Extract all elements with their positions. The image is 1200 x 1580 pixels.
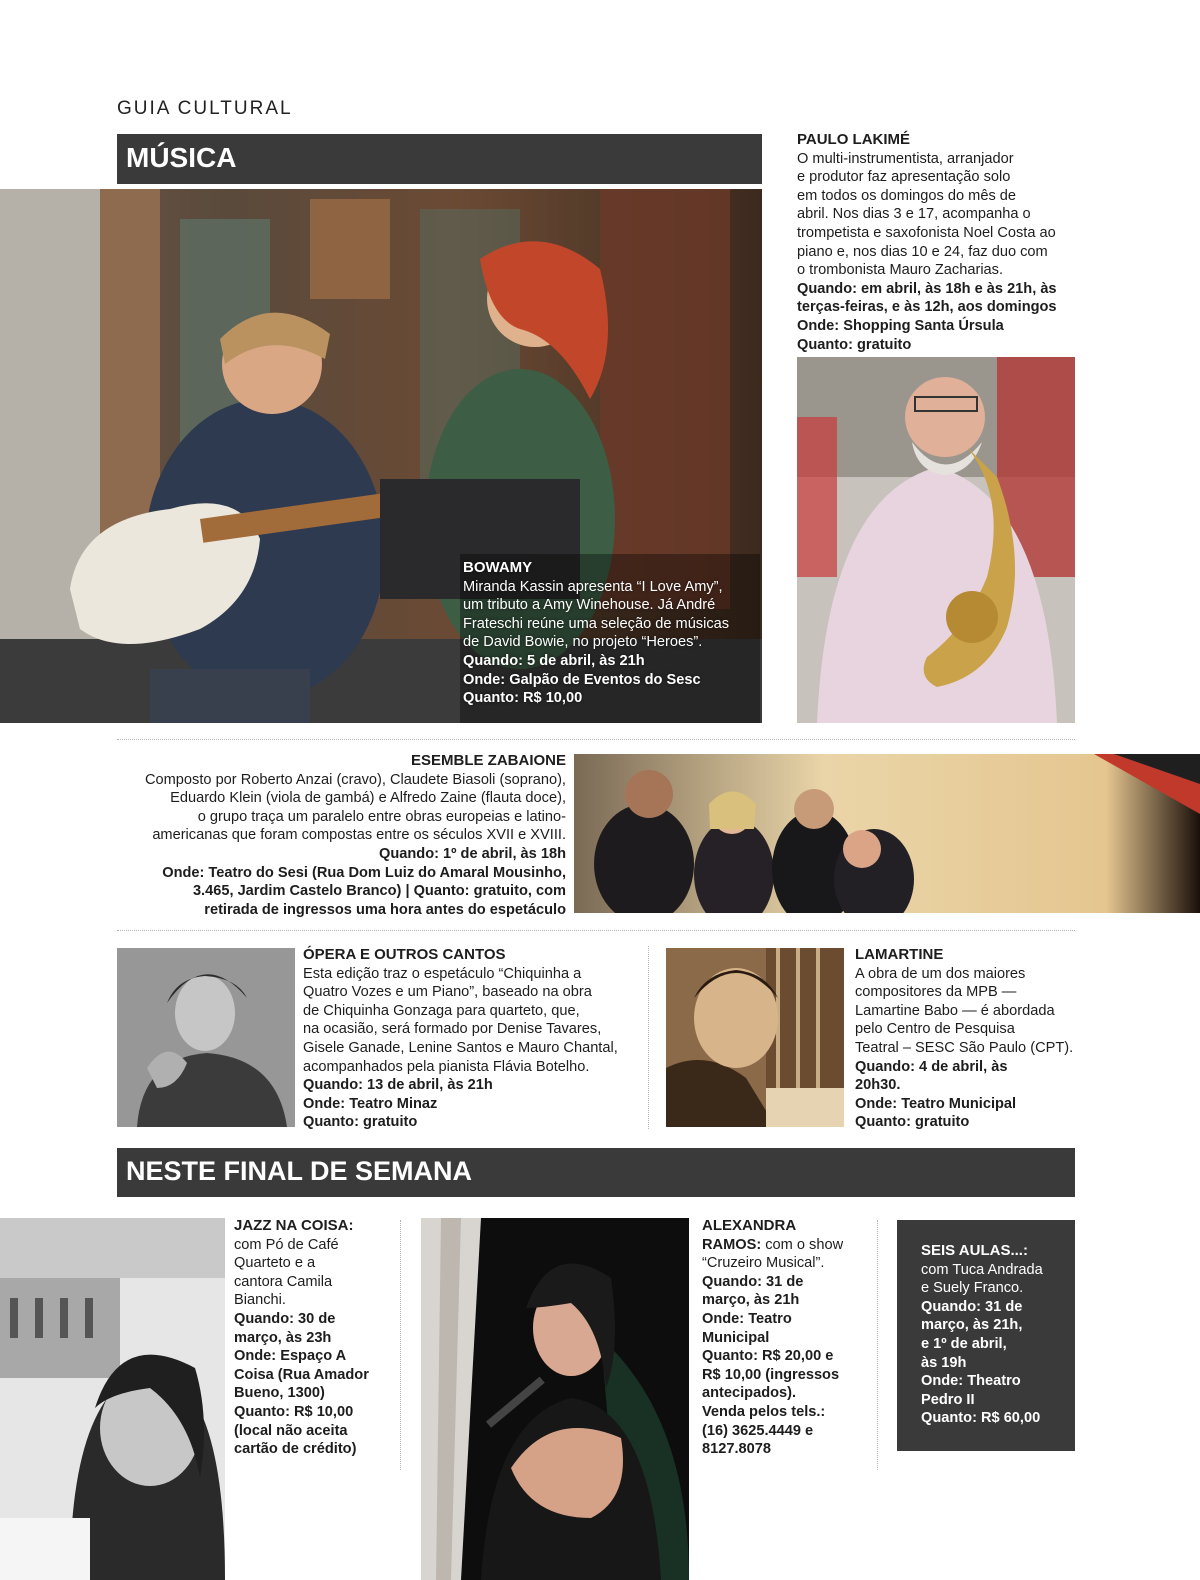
paulo-line: e produtor faz apresentação solo — [797, 169, 1011, 186]
alexandra-phone: 8127.8078 — [702, 1441, 771, 1458]
alexandra-photo — [421, 1218, 689, 1580]
alexandra-title-cont: RAMOS: — [702, 1236, 762, 1253]
jazz-event — [234, 1217, 394, 1459]
paulo-where: Onde: Shopping Santa Úrsula — [797, 317, 1004, 334]
lamartine-line: Lamartine Babo — é abordada — [855, 1002, 1055, 1019]
lamartine-line: compositores da MPB — — [855, 984, 1017, 1001]
seis-aulas-box — [897, 1220, 1075, 1451]
opera-line: acompanhados pela pianista Flávia Botelho. — [303, 1058, 590, 1075]
lamartine-photo-art — [666, 948, 844, 1127]
opera-photo — [117, 948, 295, 1127]
paulo-photo — [797, 357, 1075, 723]
section-kicker: GUIA CULTURAL — [117, 98, 293, 119]
lamartine-when-cont: 20h30. — [855, 1077, 901, 1094]
paulo-line: trompetista e saxofonista Noel Costa ao — [797, 224, 1056, 241]
jazz-title: JAZZ NA COISA: — [234, 1217, 354, 1234]
jazz-line: Bianchi. — [234, 1292, 286, 1309]
alexandra-line: “Cruzeiro Musical”. — [702, 1255, 825, 1272]
jazz-line: cantora Camila — [234, 1273, 333, 1290]
paulo-line: piano e, nos dias 10 e 24, faz duo com — [797, 243, 1048, 260]
jazz-line: com Pó de Café — [234, 1236, 339, 1253]
opera-photo-art — [117, 948, 295, 1127]
alexandra-price-cont: R$ 10,00 (ingressos — [702, 1366, 840, 1383]
alexandra-phone: (16) 3625.4449 e — [702, 1422, 814, 1439]
lamartine-event — [855, 946, 1085, 1132]
seis-when: Quando: 31 de — [921, 1298, 1023, 1315]
paulo-when: Quando: em abril, às 18h e às 21h, às — [797, 280, 1057, 297]
jazz-when-cont: março, às 23h — [234, 1329, 332, 1346]
section-title-musica — [117, 134, 762, 184]
esemble-title: ESEMBLE ZABAIONE — [410, 752, 566, 769]
jazz-price: Quanto: R$ 10,00 — [234, 1403, 354, 1420]
opera-event — [303, 946, 643, 1132]
jazz-where-cont: Coisa (Rua Amador — [234, 1366, 369, 1383]
paulo-price: Quanto: gratuito — [797, 336, 912, 353]
column-divider — [877, 1220, 878, 1470]
esemble-price: retirada de ingressos uma hora antes do espetáculo — [204, 901, 566, 918]
section-title-text: MÚSICA — [126, 142, 237, 173]
bowamy-line: Miranda Kassin apresenta “I Love Amy”, — [463, 578, 723, 595]
bowamy-line: Frateschi reúne uma seleção de músicas — [463, 615, 730, 632]
seis-title: SEIS AULAS...: — [921, 1242, 1028, 1259]
seis-price: Quanto: R$ 60,00 — [921, 1410, 1041, 1427]
opera-price: Quanto: gratuito — [303, 1114, 418, 1131]
seis-line: e Suely Franco. — [921, 1280, 1024, 1297]
bowamy-title: BOWAMY — [463, 559, 533, 576]
alexandra-photo-art — [421, 1218, 689, 1580]
paulo-line: O multi-instrumentista, arranjador — [797, 150, 1014, 167]
opera-where: Onde: Teatro Minaz — [303, 1095, 438, 1112]
lamartine-title: LAMARTINE — [855, 946, 944, 963]
paulo-when-cont: terças-feiras, e às 12h, aos domingos — [797, 299, 1057, 316]
paulo-line: o trombonista Mauro Zacharias. — [797, 262, 1004, 279]
section-title-weekend — [117, 1148, 1075, 1197]
esemble-photo — [574, 754, 1200, 913]
opera-line: Esta edição traz o espetáculo “Chiquinha a — [303, 965, 582, 982]
opera-title: ÓPERA E OUTROS CANTOS — [303, 946, 506, 963]
bowamy-when: Quando: 5 de abril, às 21h — [463, 652, 645, 669]
alexandra-price: Quanto: R$ 20,00 e — [702, 1348, 834, 1365]
lamartine-line: Teatral – SESC São Paulo (CPT). — [855, 1039, 1074, 1056]
seis-line: com Tuca Andrada — [921, 1261, 1043, 1278]
jazz-price-note: cartão de crédito) — [234, 1441, 357, 1458]
jazz-photo-art — [0, 1218, 225, 1580]
jazz-where-cont: Bueno, 1300) — [234, 1385, 325, 1402]
esemble-line: Composto por Roberto Anzai (cravo), Claudete Biasoli (soprano), — [145, 771, 566, 788]
opera-line: na ocasião, será formado por Denise Tavares, — [303, 1021, 602, 1038]
opera-line: Quatro Vozes e um Piano”, baseado na obra — [303, 984, 592, 1001]
alexandra-intro: com o show — [761, 1236, 844, 1253]
section-divider — [117, 930, 1075, 931]
alexandra-title: ALEXANDRA — [702, 1217, 797, 1234]
seis-when-cont: e 1º de abril, — [921, 1335, 1007, 1352]
seis-when-cont: às 19h — [921, 1354, 967, 1371]
seis-where: Onde: Theatro — [921, 1373, 1021, 1390]
alexandra-when-cont: março, às 21h — [702, 1292, 800, 1309]
section-divider — [117, 739, 1075, 740]
esemble-where: Onde: Teatro do Sesi (Rua Dom Luiz do Amaral Mousinho, — [162, 864, 566, 881]
section-title-text: NESTE FINAL DE SEMANA — [126, 1156, 473, 1186]
lamartine-line: pelo Centro de Pesquisa — [855, 1021, 1015, 1038]
lamartine-when: Quando: 4 de abril, às — [855, 1058, 1008, 1075]
jazz-where: Onde: Espaço A — [234, 1348, 347, 1365]
alexandra-price-cont: antecipados). — [702, 1385, 797, 1402]
seis-where-cont: Pedro II — [921, 1391, 975, 1408]
opera-when: Quando: 13 de abril, às 21h — [303, 1077, 493, 1094]
esemble-event — [100, 752, 566, 919]
jazz-line: Quarteto e a — [234, 1255, 316, 1272]
paulo-line: abril. Nos dias 3 e 17, acompanha o — [797, 206, 1031, 223]
jazz-when: Quando: 30 de — [234, 1310, 336, 1327]
lamartine-photo — [666, 948, 844, 1127]
bowamy-event — [463, 559, 758, 708]
alexandra-sales: Venda pelos tels.: — [702, 1403, 826, 1420]
bowamy-where: Onde: Galpão de Eventos do Sesc — [463, 671, 701, 688]
esemble-when: Quando: 1º de abril, às 18h — [379, 845, 566, 862]
esemble-line: Eduardo Klein (viola de gambá) e Alfredo Zaine (flauta doce), — [170, 790, 566, 807]
lamartine-price: Quanto: gratuito — [855, 1114, 970, 1131]
esemble-line: o grupo traça um paralelo entre obras europeias e latino- — [197, 808, 566, 825]
alexandra-event — [702, 1217, 867, 1459]
seis-when-cont: março, às 21h, — [921, 1317, 1023, 1334]
bowamy-line: um tributo a Amy Winehouse. Já André — [463, 597, 716, 614]
esemble-where-cont: 3.465, Jardim Castelo Branco) | Quanto: gratuito, com — [192, 883, 566, 900]
bowamy-price: Quanto: R$ 10,00 — [463, 690, 583, 707]
paulo-photo-art — [797, 357, 1075, 723]
opera-line: Gisele Ganade, Lenine Santos e Mauro Chantal, — [303, 1039, 618, 1056]
column-divider — [648, 946, 649, 1129]
opera-line: de Chiquinha Gonzaga para quarteto, que, — [303, 1002, 580, 1019]
paulo-line: em todos os domingos do mês de — [797, 187, 1017, 204]
bowamy-line: de David Bowie, no projeto “Heroes”. — [463, 634, 703, 651]
esemble-line: americanas que foram compostas entre os séculos XVII e XVIII. — [152, 827, 566, 844]
alexandra-where: Onde: Teatro — [702, 1310, 792, 1327]
lamartine-line: A obra de um dos maiores — [855, 965, 1026, 982]
alexandra-title-line — [702, 1236, 867, 1255]
jazz-photo — [0, 1218, 225, 1580]
alexandra-where-cont: Municipal — [702, 1329, 770, 1346]
jazz-price-note: (local não aceita — [234, 1422, 348, 1439]
lamartine-where: Onde: Teatro Municipal — [855, 1095, 1017, 1112]
paulo-event — [797, 131, 1087, 354]
alexandra-when: Quando: 31 de — [702, 1273, 804, 1290]
column-divider — [400, 1220, 401, 1470]
paulo-title: PAULO LAKIMÉ — [797, 131, 911, 148]
esemble-photo-art — [574, 754, 1200, 913]
